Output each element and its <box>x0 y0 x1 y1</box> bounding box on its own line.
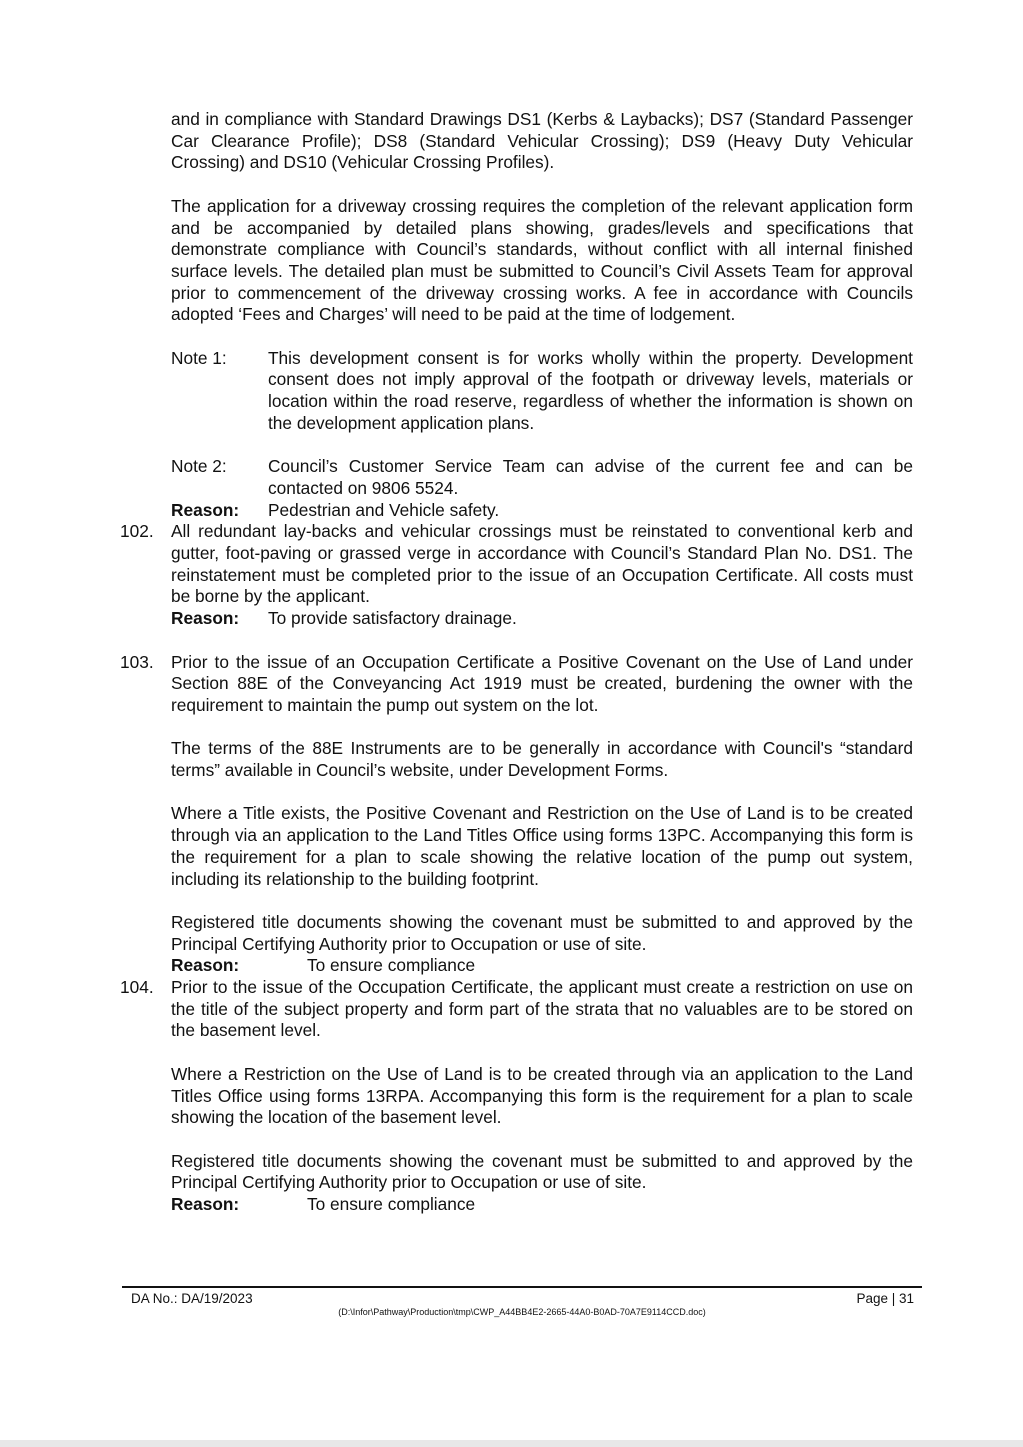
condition-number: 103. <box>120 651 154 672</box>
reason-text: To ensure compliance <box>307 955 476 976</box>
condition-103-paragraph-2: The terms of the 88E Instruments are to be generally in accordance with Council's “standard terms” available in Council’s website, under Development Forms. <box>171 738 913 781</box>
reason-label: Reason: <box>171 608 240 629</box>
condition-number: 104. <box>120 977 154 998</box>
reason-label: Reason: <box>171 1194 240 1215</box>
condition-103 <box>120 651 913 978</box>
condition-104-reason <box>171 1194 913 1216</box>
condition-number: 102. <box>120 521 154 542</box>
note-1-label: Note 1: <box>171 347 227 368</box>
page-bottom-edge <box>0 1440 1023 1447</box>
condition-102 <box>120 521 913 630</box>
intro-reason <box>171 500 913 522</box>
condition-104 <box>120 977 913 1216</box>
footer-divider <box>122 1286 922 1288</box>
page-body <box>120 109 913 1216</box>
reason-text: To provide satisfactory drainage. <box>268 608 517 629</box>
intro-paragraph-2: The application for a driveway crossing requires the completion of the relevant application form and be accompanied by detailed plans showing, grades/levels and specifications that demonstrate compliance with Council’s standards, without conflict with all internal finished surface levels. The detailed plan must be submitted to Council’s Civil Assets Team for approval prior to commencement of the driveway crossing works. A fee in accordance with Councils adopted ‘Fees and Charges’ will need to be paid at the time of lodgement. <box>171 195 913 325</box>
condition-102-paragraph-1: All redundant lay-backs and vehicular crossings must be reinstated to conventional kerb and gutter, foot-paving or grassed verge in accordance with Council’s Standard Plan No. DS1. The reinstatement must be completed prior to the issue of an Occupation Certificate. All costs must be borne by the applicant. <box>171 521 913 607</box>
note-2-text: Council’s Customer Service Team can advise of the current fee and can be contacted on 9806 5524. <box>268 456 913 498</box>
intro-paragraph-1: and in compliance with Standard Drawings DS1 (Kerbs & Laybacks); DS7 (Standard Passenger Car Clearance Profile); DS8 (Standard Vehicular Crossing); DS9 (Heavy Duty Vehicular Crossing) and DS10 (Vehicular Crossing Profiles). <box>171 109 913 173</box>
condition-103-paragraph-1: Prior to the issue of an Occupation Certificate a Positive Covenant on the Use of Land under Section 88E of the Conveyancing Act 1919 must be created, burdening the owner with the requirement to maintain the pump out system on the lot. <box>171 651 913 715</box>
reason-text: Pedestrian and Vehicle safety. <box>268 499 500 520</box>
condition-104-paragraph-1: Prior to the issue of the Occupation Certificate, the applicant must create a restriction on use on the title of the subject property and form part of the strata that no valuables are to be stored on the basement level. <box>171 977 913 1041</box>
condition-102-reason <box>171 608 913 630</box>
reason-label: Reason: <box>171 955 240 976</box>
condition-104-paragraph-3: Registered title documents showing the covenant must be submitted to and approved by the Principal Certifying Authority prior to Occupation or use of site. <box>171 1150 913 1193</box>
condition-103-paragraph-4: Registered title documents showing the covenant must be submitted to and approved by the Principal Certifying Authority prior to Occupation or use of site. <box>171 911 913 954</box>
condition-104-paragraph-2: Where a Restriction on the Use of Land is to be created through via an application to the Land Titles Office using forms 13RPA. Accompanying this form is the requirement for a plan to scale showing the location of the basement level. <box>171 1063 913 1128</box>
note-1 <box>171 348 913 435</box>
note-1-text: This development consent is for works wholly within the property. Development consent does not imply approval of the footpath or driveway levels, materials or location within the road reserve, regardless of whether the information is shown on the development application plans. <box>268 347 913 433</box>
condition-103-paragraph-3: Where a Title exists, the Positive Covenant and Restriction on the Use of Land is to be created through via an application to the Land Titles Office using forms 13PC. Accompanying this form is the requirement for a plan to scale showing the relative location of the pump out system, including its relationship to the building footprint. <box>171 803 913 889</box>
footer-da-number: DA No.: DA/19/2023 <box>131 1291 253 1306</box>
footer-file-path: (D:\Infor\Pathway\Production\tmp\CWP_A44BB4E2-2665-44A0-B0AD-70A7E9114CCD.doc) <box>338 1307 706 1317</box>
reason-text: To ensure compliance <box>307 1194 476 1215</box>
condition-103-reason <box>171 955 913 977</box>
reason-label: Reason: <box>171 499 240 520</box>
note-2-label: Note 2: <box>171 456 227 477</box>
footer-page-number: Page | 31 <box>856 1291 914 1306</box>
note-2 <box>171 456 913 499</box>
